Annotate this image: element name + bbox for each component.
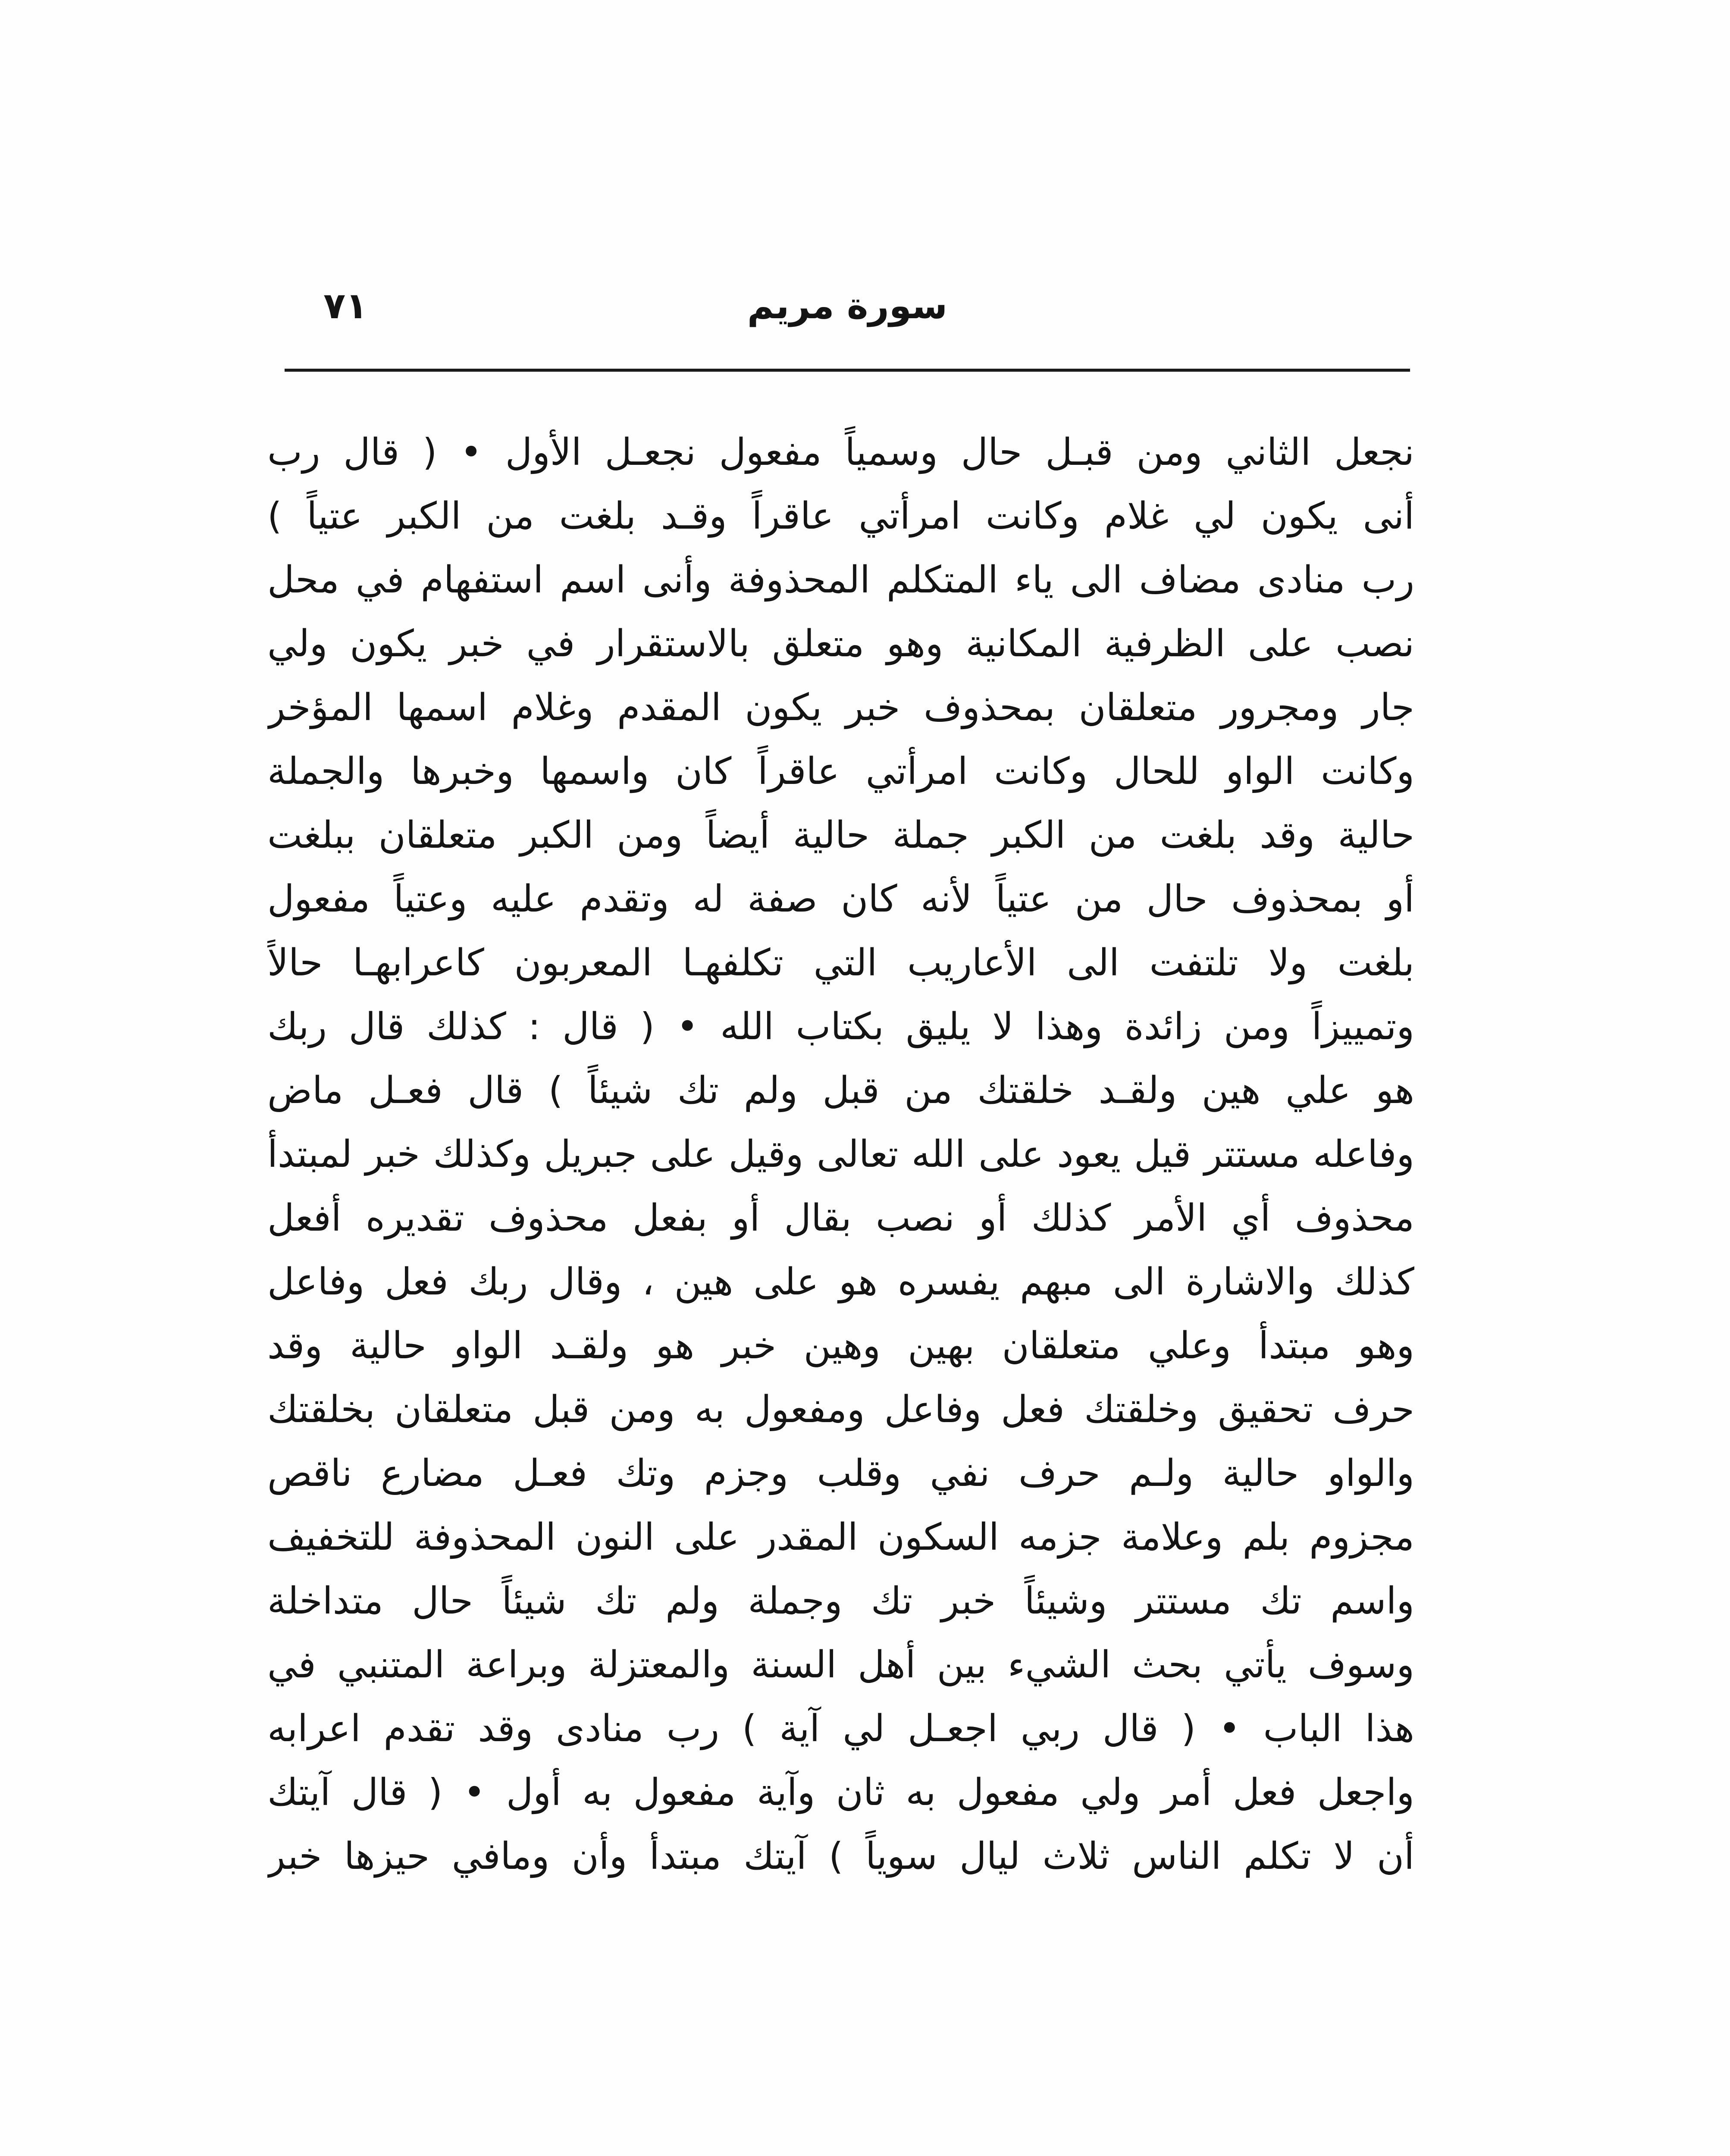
text-line: بلغت ولا تلتفت الى الأعاريب التي تكلفهـا المعربون كاعرابهـا حالاً <box>267 941 1414 984</box>
text-line: هو علي هين ولقـد خلقتك من قبل ولم تك شيئاً ) قال فعـل ماض <box>267 1069 1414 1112</box>
text-line: محذوف أي الأمر كذلك أو نصب بقال أو بفعل محذوف تقديره أفعل <box>267 1197 1414 1240</box>
text-line: والواو حالية ولـم حرف نفي وقلب وجزم وتك فعـل مضارع ناقص <box>267 1452 1414 1495</box>
text-line: هذا الباب • ( قال ربي اجعـل لي آية ) رب منادى وقد تقدم اعرابه <box>267 1707 1414 1750</box>
text-line: واسم تك مستتر وشيئاً خبر تك وجملة ولم تك شيئاً حال متداخلة <box>267 1579 1414 1623</box>
text-line: واجعل فعل أمر ولي مفعول به ثان وآية مفعول به أول • ( قال آيتك <box>267 1771 1414 1814</box>
text-line: جار ومجرور متعلقان بمحذوف خبر يكون المقدم وغلام اسمها المؤخر <box>267 686 1414 729</box>
page-number: ٧١ <box>323 285 368 327</box>
running-title: سورة مريم <box>747 285 948 327</box>
text-line: مجزوم بلم وعلامة جزمه السكون المقدر على النون المحذوفة للتخفيف <box>267 1516 1414 1559</box>
text-line: نصب على الظرفية المكانية وهو متعلق بالاستقرار في خبر يكون ولي <box>267 622 1414 665</box>
text-line: كذلك والاشارة الى مبهم يفسره هو على هين ، وقال ربك فعل وفاعل <box>267 1260 1414 1304</box>
page-header <box>285 285 1410 349</box>
header-rule <box>285 369 1410 372</box>
text-line: حالية وقد بلغت من الكبر جملة حالية أيضاً ومن الكبر متعلقان ببلغت <box>267 814 1414 857</box>
text-line: أن لا تكلم الناس ثلاث ليال سوياً ) آيتك مبتدأ وأن ومافي حيزها خبر <box>267 1835 1414 1878</box>
text-line: أنى يكون لي غلام وكانت امرأتي عاقراً وقـد بلغت من الكبر عتياً ) <box>267 495 1414 538</box>
text-line: وهو مبتدأ وعلي متعلقان بهين وهين خبر هو ولقـد الواو حالية وقد <box>267 1324 1414 1367</box>
text-line: وكانت الواو للحال وكانت امرأتي عاقراً كان واسمها وخبرها والجملة <box>267 750 1414 793</box>
text-line: نجعل الثاني ومن قبـل حال وسمياً مفعول نجعـل الأول • ( قال رب <box>267 431 1414 474</box>
text-line: حرف تحقيق وخلقتك فعل وفاعل ومفعول به ومن قبل متعلقان بخلقتك <box>267 1388 1414 1431</box>
text-line: أو بمحذوف حال من عتياً لأنه كان صفة له وتقدم عليه وعتياً مفعول <box>267 877 1414 921</box>
body-text <box>267 420 1414 1888</box>
text-line: وتمييزاً ومن زائدة وهذا لا يليق بكتاب الله • ( قال : كذلك قال ربك <box>267 1005 1414 1048</box>
text-line: وفاعله مستتر قيل يعود على الله تعالى وقيل على جبريل وكذلك خبر لمبتدأ <box>267 1133 1414 1176</box>
text-line: رب منادى مضاف الى ياء المتكلم المحذوفة وأنى اسم استفهام في محل <box>267 558 1414 602</box>
text-line: وسوف يأتي بحث الشيء بين أهل السنة والمعتزلة وبراعة المتنبي في <box>267 1643 1414 1686</box>
